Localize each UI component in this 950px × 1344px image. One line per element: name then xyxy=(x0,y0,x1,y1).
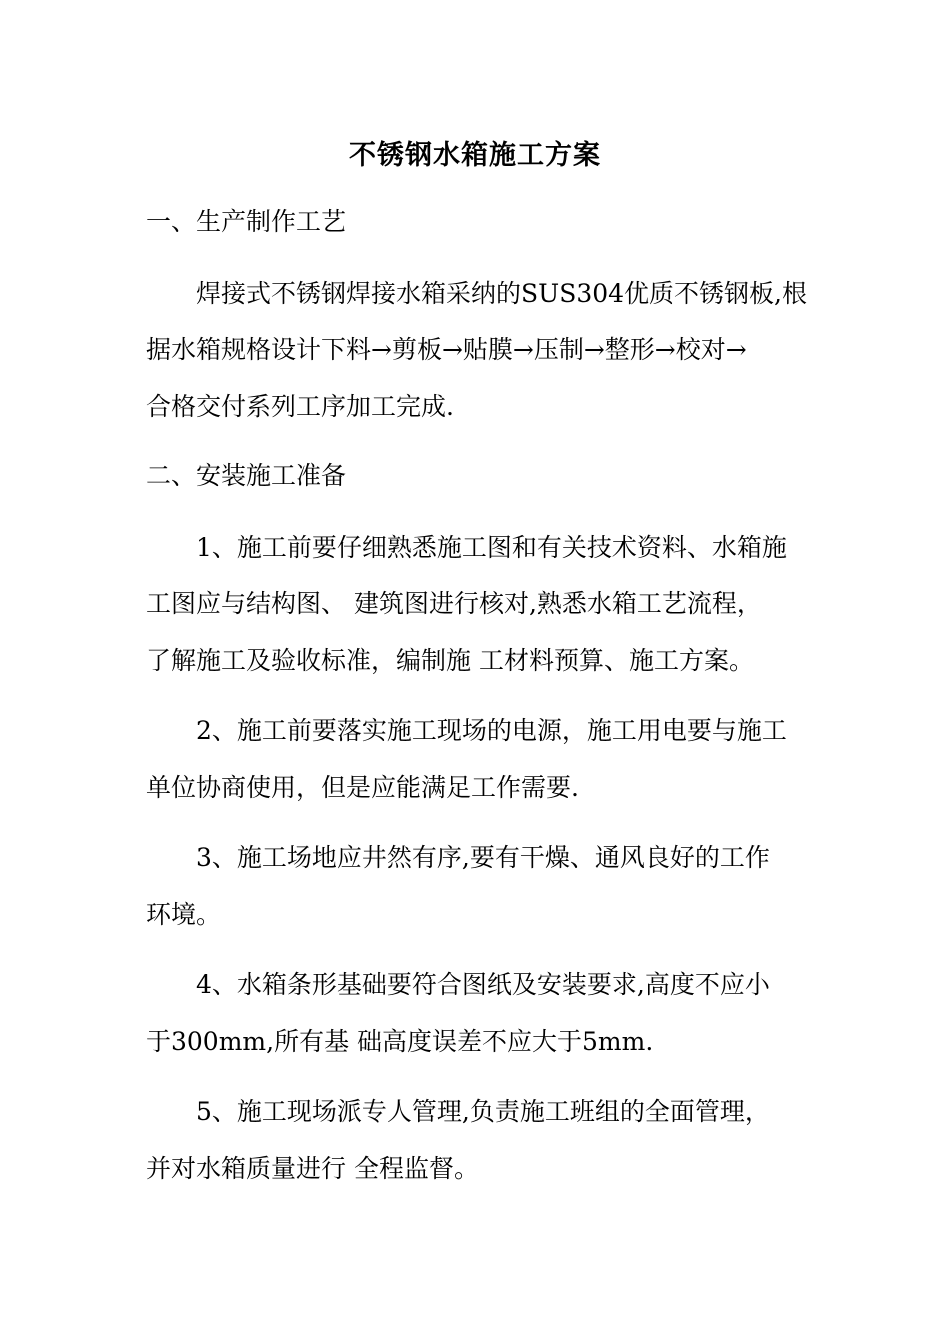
section-heading: 二、安装施工准备 xyxy=(146,461,347,490)
paragraph-line: 3、施工场地应井然有序,要有干燥、通风良好的工作 xyxy=(196,843,770,872)
paragraph-line: 于300mm,所有基 础高度误差不应大于5mm. xyxy=(146,1027,654,1056)
paragraph-line: 焊接式不锈钢焊接水箱采纳的SUS304优质不锈钢板,根 xyxy=(196,279,807,308)
paragraph-line: 4、水箱条形基础要符合图纸及安装要求,高度不应小 xyxy=(196,970,770,999)
paragraph-line: 工图应与结构图、 建筑图进行核对,熟悉水箱工艺流程， xyxy=(146,589,762,618)
section-heading: 一、生产制作工艺 xyxy=(146,207,347,236)
paragraph-line: 1、施工前要仔细熟悉施工图和有关技术资料、水箱施 xyxy=(196,533,787,562)
paragraph-line: 2、施工前要落实施工现场的电源，施工用电要与施工 xyxy=(196,716,787,745)
paragraph-line: 并对水箱质量进行 全程监督。 xyxy=(146,1154,479,1183)
document-title: 不锈钢水箱施工方案 xyxy=(349,140,601,171)
paragraph-line: 环境。 xyxy=(146,900,222,929)
paragraph-line: 5、施工现场派专人管理,负责施工班组的全面管理， xyxy=(196,1097,770,1126)
paragraph-line: 了解施工及验收标准，编制施 工材料预算、施工方案。 xyxy=(146,646,754,675)
paragraph-line: 单位协商使用，但是应能满足工作需要. xyxy=(146,773,579,802)
paragraph-line: 据水箱规格设计下料→剪板→贴膜→压制→整形→校对→ xyxy=(146,335,747,364)
paragraph-line: 合格交付系列工序加工完成. xyxy=(146,392,454,421)
